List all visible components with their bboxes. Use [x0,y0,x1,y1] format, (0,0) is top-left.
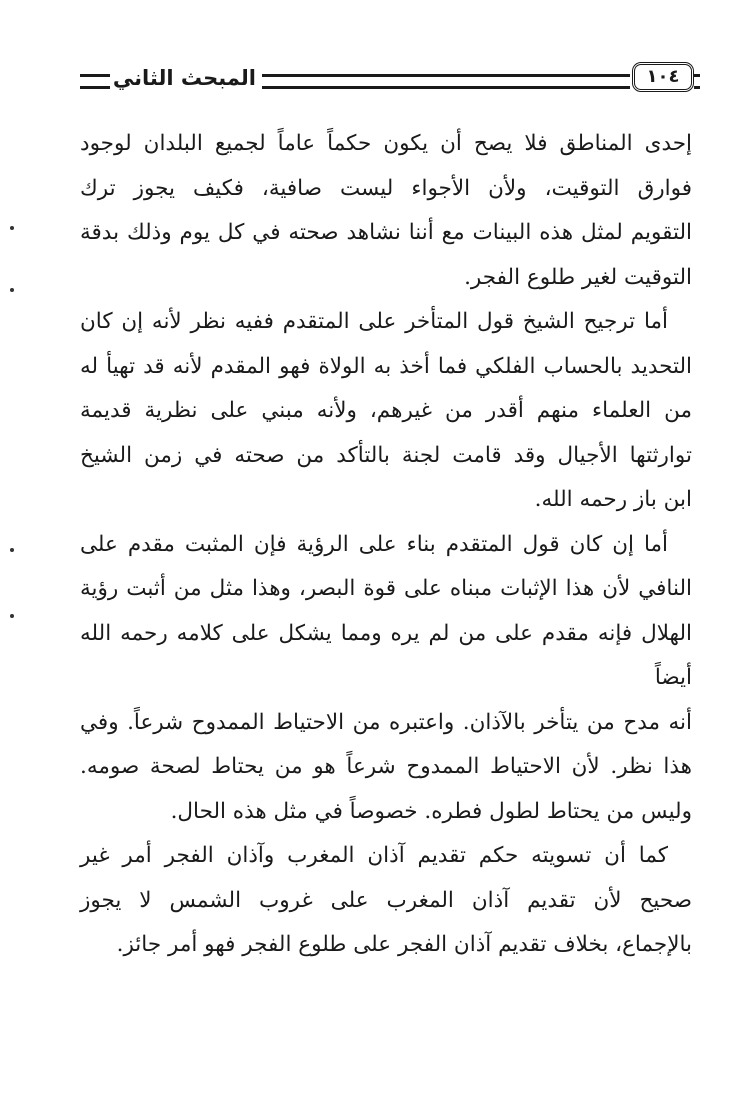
text-line: كما أن تسويته حكم تقديم آذان المغرب وآذان الفجر أمر غير [80,843,668,868]
text-line: وليس من يحتاط لطول فطره. خصوصاً في مثل هذه الحال. [170,798,692,824]
page-header [72,58,700,98]
section-title: المبحث الثاني [112,66,256,90]
text-line: الهلال فإنه مقدم على من لم يره ومما يشكل على كلامه رحمه الله أيضاً [80,620,692,690]
margin-dot [10,226,14,230]
text-line: أما ترجيح الشيخ قول المتأخر على المتقدم ففيه نظر لأنه إن كان [80,309,668,334]
text-line: أنه مدح من يتأخر بالآذان. واعتبره من الاحتياط الممدوح شرعاً. وفي [80,709,692,735]
text-line: من العلماء منهم أقدر من غيرهم، ولأنه مبني على نظرية قديمة [80,398,692,423]
margin-dot [10,288,14,292]
margin-dot [10,548,14,552]
text-line: بالإجماع، بخلاف تقديم آذان الفجر على طلوع الفجر فهو أمر جائز. [116,932,692,957]
page-number: ١٠٤ [632,62,694,92]
text-line: فوارق التوقيت، ولأن الأجواء ليست صافية، فكيف يجوز ترك [80,175,692,201]
paragraph-3 [80,523,692,835]
body-text [80,122,692,968]
text-line: التقويم لمثل هذه البينات مع أننا نشاهد صحته في كل يوم وذلك بدقة [80,220,692,245]
paragraph-2 [80,300,692,523]
text-line: إحدى المناطق فلا يصح أن يكون حكماً عاماً لجميع البلدان لوجود [80,131,692,156]
text-line: أما إن كان قول المتقدم بناء على الرؤية فإن المثبت مقدم على [80,531,668,557]
header-rule-right [694,74,700,89]
text-line: النافي لأن هذا الإثبات مبناه على قوة البصر، وهذا مثل من أثبت رؤية [80,576,692,601]
header-rule-left [80,74,110,89]
text-line: صحيح لأن تقديم آذان المغرب على غروب الشمس لا يجوز [80,887,692,913]
text-line: التحديد بالحساب الفلكي فما أخذ به الولاة فهو المقدم لأنه قد تهيأ له [80,353,692,379]
paragraph-4 [80,834,692,968]
text-line: التوقيت لغير طلوع الفجر. [464,264,692,290]
paragraph-1 [80,122,692,300]
text-line: توارثتها الأجيال وقد قامت لجنة بالتأكد من صحته في زمن الشيخ [80,442,692,468]
header-rule-middle [262,74,630,89]
margin-dot [10,614,14,618]
text-line: هذا نظر. لأن الاحتياط الممدوح شرعاً هو من يحتاط لصحة صومه. [80,754,692,779]
text-line: ابن باز رحمه الله. [534,487,692,512]
